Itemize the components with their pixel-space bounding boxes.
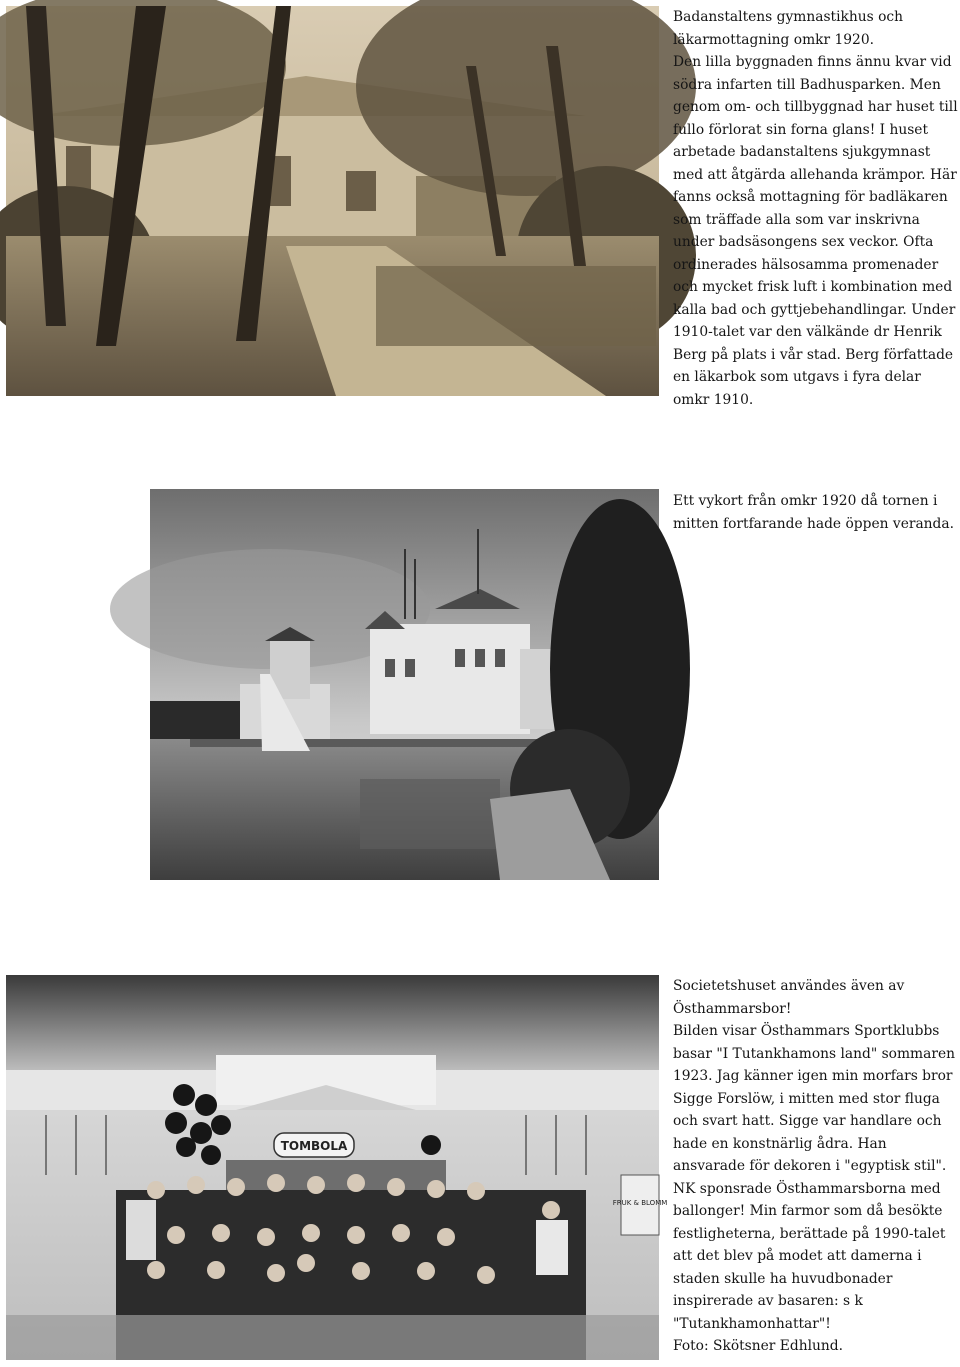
caption-body: Den lilla byggnaden finns ännu kvar vid södra infarten till Badhusparken. Men genom om- och tillbyggnad har huset till fullo förlorat sin forna glans! I huset arbetade badanstaltens sjukgymnast med att åtgärda allehanda krämpor. Här fanns också mottagning för badläkaren som träffade alla som var inskrivna under badsäsongens sex veckor. Ofta ordinerades hälsosamma promenader och mycket frisk luft i kombination med kalla bad och gyttjebehandlingar. Under 1910-talet var den välkände dr Henrik Berg på plats i vår stad. Berg författade en läkarbok som utgavs i fyra delar omkr 1910. <box>673 54 958 408</box>
side-sign: FRUK & BLOMM <box>612 1199 668 1207</box>
caption-bazaar-group <box>673 975 958 1358</box>
bw-waterfront-towers-photo <box>150 489 659 880</box>
sepia-garden-house-photo <box>6 6 659 396</box>
tombola-sign: TOMBOLA <box>280 1139 348 1153</box>
caption-body: Ett vykort från omkr 1920 då tornen i mitten fortfarande hade öppen veranda. <box>673 493 955 532</box>
photo-waterfront-postcard <box>150 489 659 880</box>
caption-gymnastics-house <box>673 6 958 411</box>
bw-bazaar-group-photo <box>6 975 668 1360</box>
caption-waterfront-postcard <box>673 490 958 535</box>
caption-body: Bilden visar Östhammars Sportklubbs basar "I Tutankhamons land" sommaren 1923. Jag känner igen min morfars bror Sigge Forslöw, i mitten med stor fluga och svart hatt. Sigge var handlare och hade en konstnärlig ådra. Han ansvarade för dekoren i "egyptisk stil". <box>673 1023 955 1174</box>
caption-body-2: NK sponsrade Östhammarsborna med ballonger! Min farmor som då besökte festligheterna, berättade på 1990-talet att det blev på modet att damerna i staden skulle ha huvudbonader inspirerade av basaren: s k "Tutankhamonhattar"! <box>673 1180 946 1332</box>
photo-bazaar-group <box>6 975 668 1360</box>
photo-gymnastics-house <box>6 6 659 396</box>
caption-title: Badanstaltens gymnastikhus och läkarmottagning omkr 1920. <box>673 9 904 48</box>
caption-title: Societetshuset användes även av Östhammarsbor! <box>673 978 905 1017</box>
caption-photo-credit: Foto: Skötsner Edhlund. <box>673 1338 843 1354</box>
